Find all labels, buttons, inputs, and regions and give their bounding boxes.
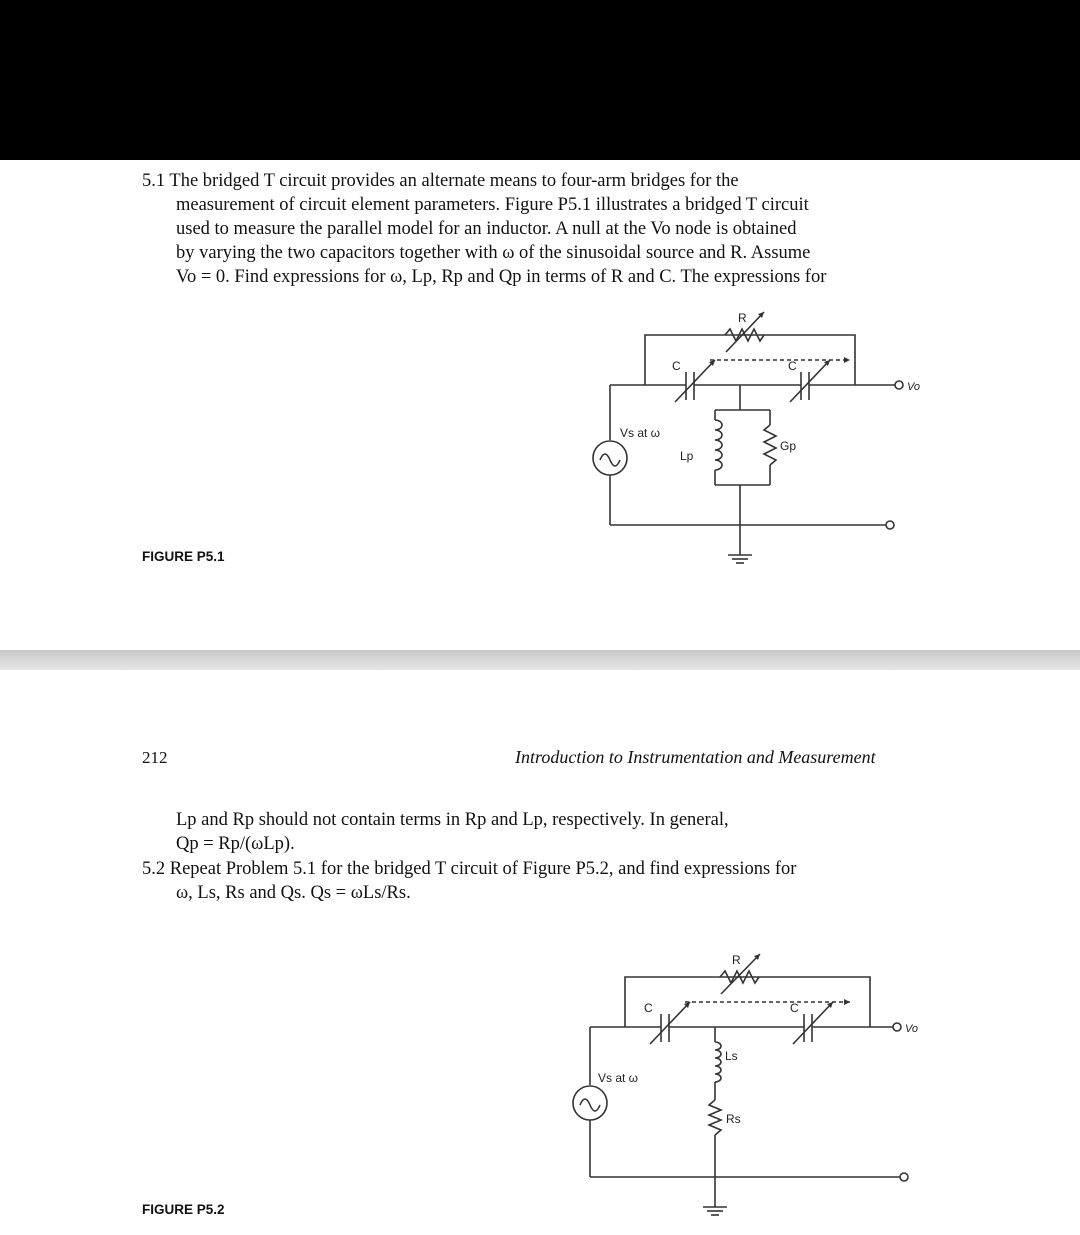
label-rs: Rs — [726, 1112, 741, 1126]
ac-source-symbol — [573, 1086, 607, 1120]
text-line: 5.1 The bridged T circuit provides an alternate means to four-arm bridges for the — [142, 171, 739, 191]
label-c-left: C — [644, 1001, 653, 1015]
label-source: Vs at ω — [620, 426, 661, 440]
text-line: Qp = Rp/(ωLp). — [176, 834, 295, 854]
capacitor-right-arrow — [793, 1002, 833, 1044]
label-vo: Vo — [907, 381, 921, 393]
terminal-vo — [893, 1023, 901, 1031]
figure-p5-1-label: FIGURE P5.1 — [142, 549, 225, 564]
label-lp: Lp — [680, 449, 694, 463]
ac-source-symbol — [593, 441, 627, 475]
label-c-left: C — [672, 359, 681, 373]
inductor-lp-symbol — [715, 420, 722, 470]
text-line: Lp and Rp should not contain terms in Rp and Lp, respectively. In general, — [176, 810, 729, 830]
label-r: R — [732, 953, 741, 967]
label-vo: Vo — [905, 1023, 919, 1035]
page-number: 212 — [142, 748, 168, 767]
problem-5-1-text — [142, 169, 934, 289]
problem-5-2-text — [142, 857, 934, 905]
problem-5-1-continuation — [142, 808, 934, 856]
terminal-vo — [895, 381, 903, 389]
figure-p5-2-label: FIGURE P5.2 — [142, 1202, 225, 1217]
figure-p5-1-circuit — [580, 300, 960, 580]
label-c-right: C — [788, 359, 797, 373]
text-line: Vo = 0. Find expressions for ω, Lp, Rp and Qp in terms of R and C. The expressions for — [176, 267, 827, 287]
figure-p5-2-circuit — [560, 942, 950, 1232]
document-page-1 — [0, 160, 1080, 650]
capacitor-left-arrow — [675, 360, 715, 402]
text-line: by varying the two capacitors together with ω of the sinusoidal source and R. Assume — [176, 243, 811, 263]
resistor-rs-symbol — [709, 1100, 721, 1135]
capacitor-left-arrow — [650, 1002, 690, 1044]
label-gp: Gp — [780, 439, 797, 453]
text-line: 5.2 Repeat Problem 5.1 for the bridged T circuit of Figure P5.2, and find expressions for — [142, 859, 797, 879]
inductor-ls-symbol — [715, 1042, 721, 1082]
text-line: measurement of circuit element parameters. Figure P5.1 illustrates a bridged T circuit — [176, 195, 809, 215]
terminal-bottom — [886, 521, 894, 529]
terminal-bottom — [900, 1173, 908, 1181]
sine-icon — [600, 454, 620, 466]
resistor-gp-symbol — [764, 425, 776, 465]
page-separator — [0, 650, 1080, 670]
label-source: Vs at ω — [598, 1071, 639, 1085]
label-r: R — [738, 311, 747, 325]
document-page-2 — [0, 670, 1080, 1235]
label-ls: Ls — [725, 1049, 738, 1063]
text-line: ω, Ls, Rs and Qs. Qs = ωLs/Rs. — [176, 883, 411, 903]
running-head: Introduction to Instrumentation and Measurement — [515, 747, 876, 767]
label-c-right: C — [790, 1001, 799, 1015]
text-line: used to measure the parallel model for an inductor. A null at the Vo node is obtained — [176, 219, 797, 239]
sine-icon — [580, 1099, 600, 1111]
